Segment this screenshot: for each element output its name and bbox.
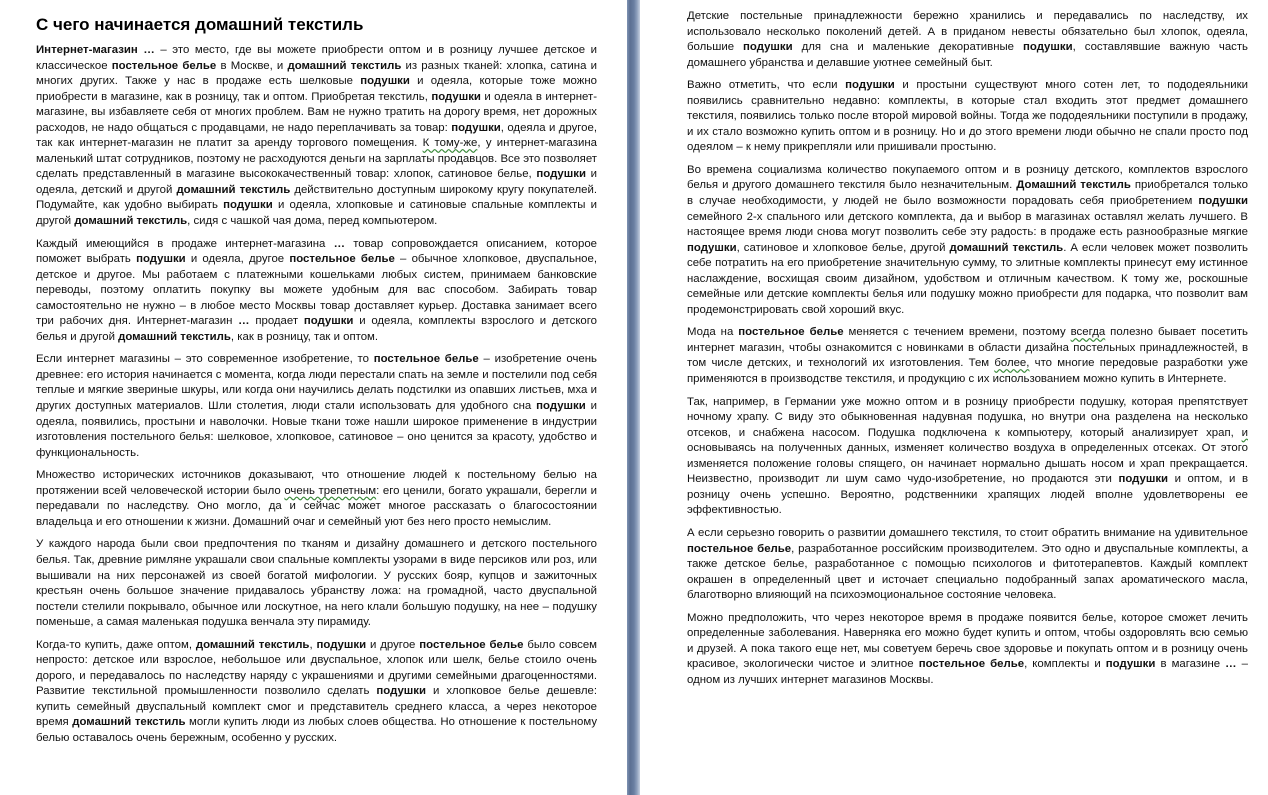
right-paragraphs (687, 9, 1248, 688)
text-run: и другое (366, 638, 420, 651)
bold-keyword: подушки (536, 168, 586, 181)
text-run: и одеяла в интернет-магазине, вы избавляете себя от многих проблем. Вам не нужно тратить на дорогу время, нет дорожных расходов, не надо общаться с продавцами, не надо переплачивать за товар: (36, 90, 597, 134)
text-run: и оптом, и в розницу очень успешно. Вероятно, родственники храпящих людей вполне удовлетворены ее эффективностью. (687, 473, 1249, 517)
text-run: У каждого народа были свои предпочтения по тканям и дизайну домашнего и детского постельного белья. Так, древние римляне украшали свои спальные комплекты узорами в виде персиков или роз, или вышивали на них персонажей из своей богатой мифологии. У русских бояр, купцов и зажиточных крестьян очень большое значение придавалось убранству ложа: на громадной, часто двуспальной постели стелили покрывало, обычное или лоскутное, на него клали большую подушку, на нее – подушку поменьше, а самая маленькая подушка венчала эту пирамиду. (36, 538, 597, 629)
document-page-left (0, 0, 627, 795)
bold-keyword: домашний текстиль (949, 241, 1064, 254)
text-run: , (309, 638, 317, 651)
spellcheck-marked-text: всегда (1070, 326, 1106, 339)
bold-keyword: постельное белье (111, 59, 217, 72)
bold-keyword: домашний текстиль (118, 330, 231, 343)
spellcheck-marked-text: и (1241, 426, 1248, 439)
text-run: , у интернет-магазина маленький штат сотрудников, поэтому не расходуются деньги на зарплаты продавцов. Все это позволяет сделать представленный в магазине высококачественный товар: хлопок, сатиновое белье, (36, 137, 597, 181)
text-run: для сна и маленькие декоративные (792, 41, 1023, 54)
right-column (687, 9, 1248, 695)
text-run: товар сопровождается описанием, которое поможет выбрать (36, 237, 597, 266)
text-run: , одеяла и другое, так как интернет-магазин не платит за аренду торгового помещения. (36, 121, 598, 150)
text-run: Мода на (687, 326, 739, 339)
spellcheck-marked-text: очень трепетным (284, 484, 377, 497)
bold-keyword: подушки (316, 638, 367, 651)
bold-keyword: домашний текстиль (72, 716, 186, 729)
text-run: и одеяла, хлопковые и сатиновые спальные комплекты и другой (36, 199, 597, 228)
text-run: Детские постельные принадлежности бережно хранились и передавались по наследству, их использовало несколько поколений детей. А в приданом невесты обязательно был хлопок, одеяла, большие (687, 10, 1248, 54)
text-run: Множество исторических источников доказывают, что отношение людей к постельному белью на протяжении всей человеческой истории было (36, 469, 597, 497)
bold-keyword: домашний текстиль (176, 183, 291, 196)
text-run: приобретался только в случае необходимости, у людей не было возможности порадовать себя приобретением (687, 179, 1248, 208)
bold-keyword: подушки (376, 685, 426, 698)
paragraph (687, 526, 1248, 604)
paragraph (36, 537, 597, 630)
bold-keyword: … (1225, 658, 1237, 671)
paragraph (687, 395, 1248, 519)
bold-keyword: подушки (360, 75, 410, 88)
text-run: . А если человек может позволить себе потратить на его приобретение значительную сумму, то элитные комплекты принесут ему истинное наслаждение, восхищая своим дизайном, удобством и отличным качеством. К тому же, роскошные семейные или детские комплекты белья или подушку можно приобрести для подарка, что позволит вам продемонстрировать свой хороший вкус. (687, 241, 1248, 316)
bold-keyword: подушки (1198, 195, 1248, 208)
paragraph (36, 43, 597, 230)
paragraph (687, 611, 1248, 689)
bold-keyword: домашний текстиль (74, 215, 188, 228)
bold-keyword: подушки (303, 315, 354, 328)
bold-keyword: подушки (223, 199, 273, 212)
bold-keyword: домашний текстиль (195, 638, 310, 651)
text-run: – изобретение очень древнее: его история начинается с момента, когда люди перестали спать на земле и постелили под себя теплые и мягкие звериные шкуры, или когда они научились делать подстилки из опавших листьев, мха и других доступных материалов. Шли столетия, люди стали использовать для удобного сна (36, 353, 597, 413)
bold-keyword: постельное белье (419, 638, 524, 651)
bold-keyword: постельное белье (289, 253, 395, 266)
text-run: было совсем непросто: детское или взрослое, небольшое или двуспальное, хлопок или шелк, белье стоило очень дорого, и передавалось по наследству наряду с украшениями и другими семейными драгоценностями. Развитие текстильной промышленности позволило сделать (36, 638, 597, 698)
paragraph (36, 468, 597, 530)
paragraph (687, 9, 1248, 71)
paragraph (687, 78, 1248, 156)
page-title: С чего начинается домашний текстиль (36, 15, 364, 34)
spellcheck-marked-text: более, (994, 357, 1030, 370)
text-run: и одеяла, другое (185, 253, 290, 266)
paragraph (36, 237, 597, 346)
bold-keyword: … (333, 237, 345, 250)
text-run: и одеяла, которые тоже можно приобрести в магазине, как в розницу, так и оптом. Приобретая текстиль, (36, 75, 597, 103)
text-run: что многие передовые разработки уже применяются в производстве текстиля, и продукцию с их использованием можно купить в Интернете. (687, 357, 1248, 386)
text-run: действительно доступным широкому кругу покупателей. Подумайте, как удобно выбирать (36, 183, 597, 212)
bold-keyword: постельное белье (738, 326, 844, 339)
text-run: Важно отметить, что если (687, 79, 846, 92)
bold-keyword: … (238, 315, 250, 328)
bold-keyword: подушки (845, 79, 895, 92)
text-run: Каждый имеющийся в продаже интернет-магазина (36, 237, 334, 250)
text-run: , комплекты и (1024, 658, 1106, 671)
text-run: продает (249, 315, 304, 328)
bold-keyword: подушки (1105, 658, 1156, 671)
left-column (36, 14, 597, 754)
bold-keyword: подушки (743, 41, 793, 54)
text-run: в магазине (1155, 658, 1226, 671)
text-run: из разных тканей: хлопка, сатина и многих других. Также у нас в продаже есть шелковые (36, 59, 597, 88)
text-run: меняется с течением времени, поэтому (843, 326, 1071, 339)
text-run: в Москве, и (216, 59, 288, 72)
paragraph (36, 638, 597, 747)
paragraph (687, 325, 1248, 387)
text-run: А если серьезно говорить о развитии домашнего текстиля, то стоит обратить внимание на удивительное (687, 526, 1248, 539)
text-run: – это место, где вы можете приобрести оптом и в розницу лучшее детское и классическое (36, 44, 598, 72)
text-run: и одеяла, детский и другой (36, 168, 597, 196)
bold-keyword: подушки (451, 121, 501, 134)
bold-keyword: домашний текстиль (287, 59, 402, 72)
text-run: , сидя с чашкой чая дома, перед компьютером. (187, 215, 438, 228)
spellcheck-marked-text: К тому-же (422, 137, 478, 150)
paragraph (687, 163, 1248, 318)
bold-keyword: постельное белье (373, 353, 479, 366)
text-run: могли купить люди из любых слоев общества. Но отношение к постельному белью оставалось очень бережным, особенно у русских. (36, 716, 598, 744)
document-page-right (640, 0, 1268, 795)
bold-keyword: подушки (1023, 41, 1073, 54)
bold-keyword: Домашний текстиль (1016, 179, 1131, 192)
text-run: и хлопковое белье дешевле: купить семейный двуспальный комплект смог и представитель среднего класса, а через некоторое время (36, 685, 597, 729)
text-run: Если интернет магазины – это современное изобретение, то (36, 353, 374, 366)
text-run: – одном из лучших интернет магазинов Москвы. (687, 658, 1248, 686)
text-run: Так, например, в Германии уже можно оптом и в розницу приобрести подушку, которая препятствует ночному храпу. С виду это обыкновенная надувная подушка, но внутри она разделена на несколько отсеков, и снабжена насосом. Подушка подключена к компьютеру, который анализирует храп, (687, 395, 1248, 439)
text-run: и одеяла, появились, простыни и наволочки. Новые ткани тоже нашли широкое применение в индустрии изготовления постельного белья: шелковое, хлопковое, сатиновое – оно ценится за красоту, удобство и функциональность. (36, 400, 598, 459)
text-run: и одеяла, комплекты взрослого и детского белья и другой (36, 315, 598, 343)
bold-keyword: подушки (536, 400, 586, 413)
page-divider (627, 0, 640, 795)
bold-keyword: постельное белье (918, 658, 1025, 671)
left-paragraphs (36, 43, 597, 747)
text-run: , разработанное российским производителем. Это одно и двуспальные комплекты, а также детское белье, разработанное с помощью психологов и фитотерапевтов. Каждый комплект окрашен в определенный цвет и источает специально подобранный запах ароматического масла, благотворно влияющий на психоэмоциональное состояние человека. (687, 542, 1248, 602)
bold-keyword: подушки (687, 241, 737, 254)
paragraph (36, 352, 597, 461)
bold-keyword: подушки (1118, 473, 1169, 486)
bold-keyword: подушки (431, 90, 481, 103)
text-run: , составлявшие важную часть домашнего убранства и делавшие уютнее семейный быт. (687, 41, 1248, 69)
text-run: семейного 2-х спального или детского комплекта, да и выбор в магазинах оставлял желать лучшего. В настоящее время люди снова могут позволить себе эту радость: в продаже есть разнообразные мягкие (687, 210, 1248, 239)
text-run: основываясь на полученных данных, изменяет количество воздуха в определенных отсеках. От этого изменяется положение головы спящего, он начинает нормально дышать носом и храп прекращается. Неизвестно, производит ли шум само чудо-изобретение, но продаются эти (687, 442, 1248, 486)
text-run: , как в розницу, так и оптом. (230, 330, 379, 343)
bold-keyword: подушки (136, 253, 186, 266)
text-run: Когда-то купить, даже оптом, (36, 638, 196, 651)
text-run: Можно предположить, что через некоторое время в продаже появится белье, которое сможет лечить определенные заболевания. Наверняка его можно будет купить и оптом, чтобы оздоровлять всю семью и друзей. А пока такого еще нет, мы советуем беречь свое здоровье и покупать оптом и в розницу очень красивое, экологически чистое и элитное (687, 611, 1248, 671)
text-run: : его ценили, богато украшали, берегли и передавали по наследству. Оно могло, да и сейчас может многое рассказать о благосостоянии владельца и его отношении к жизни. Домашний очаг и семейный уют без него просто немыслим. (36, 484, 597, 528)
bold-keyword: Интернет-магазин … (36, 44, 161, 56)
text-run: Во времена социализма количество покупаемого оптом и в розницу детского, комплектов взрослого белья и другого домашнего текстиля было незначительным. (687, 163, 1248, 192)
text-run: – обычное хлопковое, двуспальное, детское и другое. Мы работаем с платежными кошельками любых систем, принимаем банковские переводы, поэтому оплатить покупку вы можете удобным для вас способом. Забирать товар самостоятельно не нужно – в любое место Москвы товар доставляет курьер. Доставка занимает всего три рабочих дня. Интернет-магазин (36, 253, 598, 328)
text-run: и простыни существуют много сотен лет, то пододеяльники появились сравнительно недавно: комплекты, в которые стал входить этот предмет домашнего текстиля, появились только после второй мировой войны. Тогда же пододеяльники поступили в продажу, и их стало возможно купить оптом и в розницу. Но и до этого времени люди обычно не спали просто под одеялом – к нему прикрепляли или пришивали простыню. (687, 79, 1248, 154)
text-run: полезно бывает посетить интернет магазин, чтобы ознакомится с новинками в области дизайна постельных принадлежностей, в том числе детских, и технологий их изготовления. Тем (687, 326, 1248, 370)
bold-keyword: постельное белье (687, 542, 792, 555)
text-run: , сатиновое и хлопковое белье, другой (736, 241, 950, 254)
